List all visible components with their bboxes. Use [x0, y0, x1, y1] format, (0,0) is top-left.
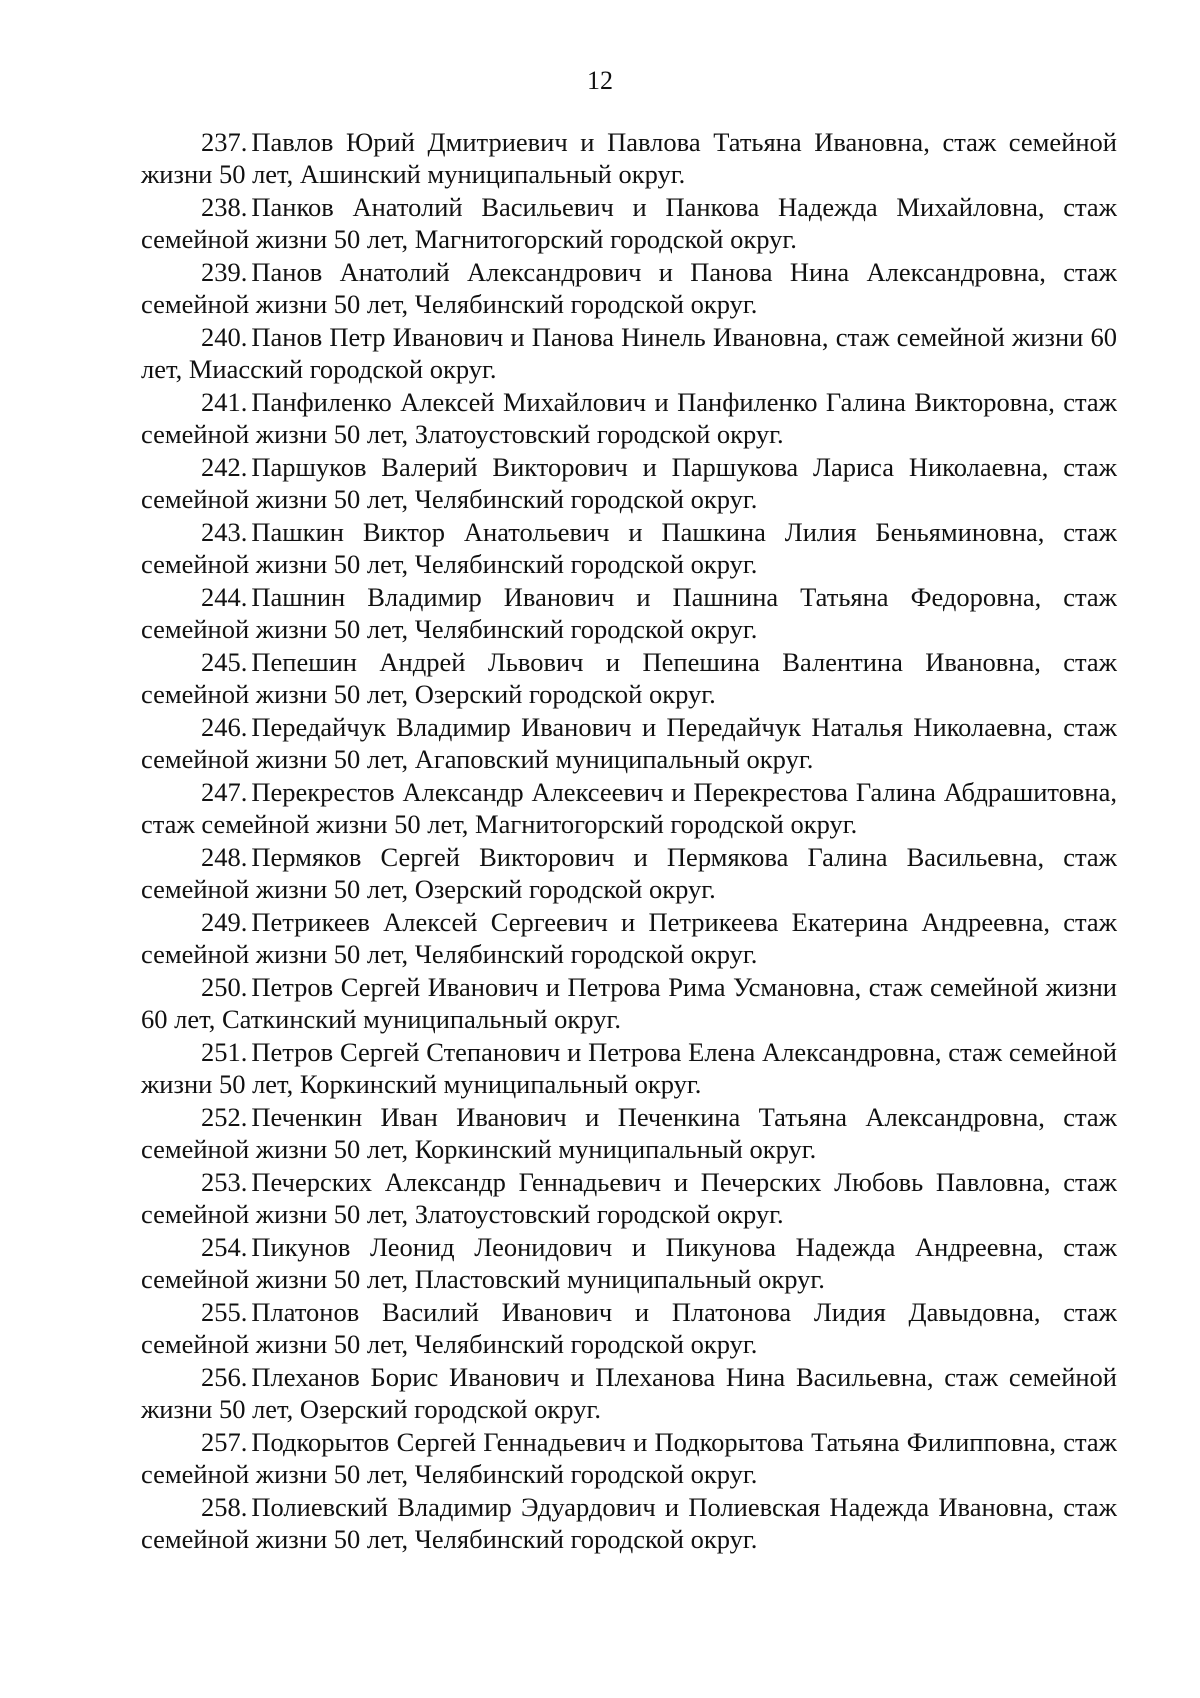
entry-text: Паршуков Валерий Викторович и Паршукова Лариса Николаевна, стаж семейной жизни 50 лет, Челябинский городской округ.	[141, 452, 1117, 514]
entry-number: 248.	[201, 842, 248, 872]
list-item	[141, 1231, 1117, 1295]
list-item	[141, 386, 1117, 450]
list-item	[141, 1036, 1117, 1100]
list-item	[141, 321, 1117, 385]
entry-number: 241.	[201, 387, 248, 417]
list-item	[141, 906, 1117, 970]
entry-text: Пашнин Владимир Иванович и Пашнина Татьяна Федоровна, стаж семейной жизни 50 лет, Челябинский городской округ.	[141, 582, 1117, 644]
entry-number: 256.	[201, 1362, 248, 1392]
entry-text: Пепешин Андрей Львович и Пепешина Валентина Ивановна, стаж семейной жизни 50 лет, Озерский городской округ.	[141, 647, 1117, 709]
list-item	[141, 1491, 1117, 1555]
list-item	[141, 971, 1117, 1035]
entry-number: 257.	[201, 1427, 248, 1457]
entry-number: 242.	[201, 452, 248, 482]
list-item	[141, 451, 1117, 515]
entry-text: Перекрестов Александр Алексеевич и Перекрестова Галина Абдрашитовна, стаж семейной жизни 50 лет, Магнитогорский городской округ.	[141, 777, 1117, 839]
entry-number: 258.	[201, 1492, 248, 1522]
entry-number: 253.	[201, 1167, 248, 1197]
entry-number: 250.	[201, 972, 248, 1002]
list-item	[141, 1166, 1117, 1230]
list-item	[141, 256, 1117, 320]
list-item	[141, 1101, 1117, 1165]
entry-number: 237.	[201, 127, 248, 157]
list-item	[141, 191, 1117, 255]
entry-text: Пикунов Леонид Леонидович и Пикунова Надежда Андреевна, стаж семейной жизни 50 лет, Пластовский муниципальный округ.	[141, 1232, 1117, 1294]
entry-text: Петров Сергей Иванович и Петрова Рима Усмановна, стаж семейной жизни 60 лет, Саткинский муниципальный округ.	[141, 972, 1117, 1034]
entry-text: Полиевский Владимир Эдуардович и Полиевская Надежда Ивановна, стаж семейной жизни 50 лет, Челябинский городской округ.	[141, 1492, 1117, 1554]
entry-text: Плеханов Борис Иванович и Плеханова Нина Васильевна, стаж семейной жизни 50 лет, Озерский городской округ.	[141, 1362, 1117, 1424]
list-item	[141, 646, 1117, 710]
list-item	[141, 711, 1117, 775]
entry-number: 238.	[201, 192, 248, 222]
list-item	[141, 1296, 1117, 1360]
entry-text: Панфиленко Алексей Михайлович и Панфиленко Галина Викторовна, стаж семейной жизни 50 лет, Златоустовский городской округ.	[141, 387, 1117, 449]
entry-list	[141, 126, 1117, 1556]
entry-text: Печерских Александр Геннадьевич и Печерских Любовь Павловна, стаж семейной жизни 50 лет, Златоустовский городской округ.	[141, 1167, 1117, 1229]
list-item	[141, 126, 1117, 190]
page-number: 12	[587, 66, 613, 95]
list-item	[141, 776, 1117, 840]
entry-text: Подкорытов Сергей Геннадьевич и Подкорытова Татьяна Филипповна, стаж семейной жизни 50 лет, Челябинский городской округ.	[141, 1427, 1117, 1489]
list-item	[141, 516, 1117, 580]
entry-text: Печенкин Иван Иванович и Печенкина Татьяна Александровна, стаж семейной жизни 50 лет, Коркинский муниципальный округ.	[141, 1102, 1117, 1164]
entry-number: 252.	[201, 1102, 248, 1132]
entry-number: 254.	[201, 1232, 248, 1262]
entry-text: Панов Петр Иванович и Панова Нинель Ивановна, стаж семейной жизни 60 лет, Миасский городской округ.	[141, 322, 1117, 384]
entry-number: 249.	[201, 907, 248, 937]
entry-text: Пашкин Виктор Анатольевич и Пашкина Лилия Беньяминовна, стаж семейной жизни 50 лет, Челябинский городской округ.	[141, 517, 1117, 579]
list-item	[141, 841, 1117, 905]
entry-text: Платонов Василий Иванович и Платонова Лидия Давыдовна, стаж семейной жизни 50 лет, Челябинский городской округ.	[141, 1297, 1117, 1359]
list-item	[141, 1361, 1117, 1425]
entry-number: 246.	[201, 712, 248, 742]
entry-number: 245.	[201, 647, 248, 677]
entry-number: 240.	[201, 322, 248, 352]
entry-number: 247.	[201, 777, 248, 807]
entry-text: Передайчук Владимир Иванович и Передайчук Наталья Николаевна, стаж семейной жизни 50 лет, Агаповский муниципальный округ.	[141, 712, 1117, 774]
entry-text: Петрикеев Алексей Сергеевич и Петрикеева Екатерина Андреевна, стаж семейной жизни 50 лет, Челябинский городской округ.	[141, 907, 1117, 969]
list-item	[141, 1426, 1117, 1490]
entry-number: 243.	[201, 517, 248, 547]
list-item	[141, 581, 1117, 645]
entry-text: Павлов Юрий Дмитриевич и Павлова Татьяна Ивановна, стаж семейной жизни 50 лет, Ашинский муниципальный округ.	[141, 127, 1117, 189]
entry-number: 255.	[201, 1297, 248, 1327]
entry-text: Панков Анатолий Васильевич и Панкова Надежда Михайловна, стаж семейной жизни 50 лет, Магнитогорский городской округ.	[141, 192, 1117, 254]
entry-text: Панов Анатолий Александрович и Панова Нина Александровна, стаж семейной жизни 50 лет, Челябинский городской округ.	[141, 257, 1117, 319]
entry-number: 251.	[201, 1037, 248, 1067]
entry-text: Пермяков Сергей Викторович и Пермякова Галина Васильевна, стаж семейной жизни 50 лет, Озерский городской округ.	[141, 842, 1117, 904]
entry-text: Петров Сергей Степанович и Петрова Елена Александровна, стаж семейной жизни 50 лет, Коркинский муниципальный округ.	[141, 1037, 1117, 1099]
entry-number: 239.	[201, 257, 248, 287]
entry-number: 244.	[201, 582, 248, 612]
